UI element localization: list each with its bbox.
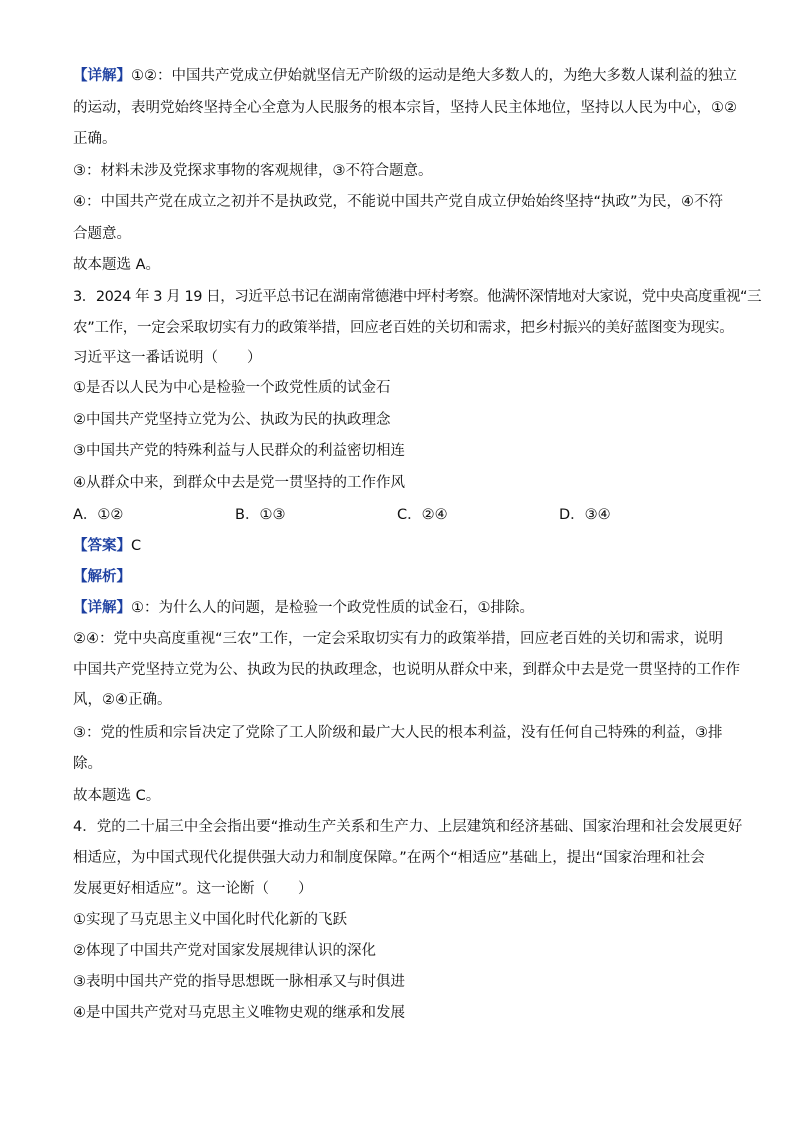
question-3-statement-3: ③中国共产党的特殊利益与人民群众的利益密切相连	[73, 443, 405, 459]
answer-tag: 【答案】	[73, 538, 131, 554]
detail-1-line-2: 的运动，表明党始终坚持全心全意为人民服务的根本宗旨，坚持人民主体地位，坚持以人民为中心，①②	[73, 100, 737, 116]
question-3-detail-line-4: 风，②④正确。	[73, 692, 172, 708]
question-3-conclusion: 故本题选 C。	[73, 788, 161, 804]
detail-tag: 【详解】	[73, 600, 131, 616]
analysis-tag: 【解析】	[73, 569, 131, 585]
question-4-statement-1: ①实现了马克思主义中国化时代化新的飞跃	[73, 912, 347, 928]
question-3-statement-4: ④从群众中来，到群众中去是党一贯坚持的工作作风	[73, 475, 405, 491]
option-d: D．③④	[559, 507, 611, 523]
question-4-line-2: 相适应，为中国式现代化提供强大动力和制度保障。”在两个“相适应”基础上，提出“国家治理和社会	[73, 850, 705, 866]
question-3-line-1: 3．2024 年 3 月 19 日，习近平总书记在湖南常德港中坪村考察。他满怀深情地对大家说，党中央高度重视“三	[73, 289, 762, 305]
detail-1-line-4: ③：材料未涉及党探求事物的客观规律，③不符合题意。	[73, 163, 433, 179]
option-a: A．①②	[73, 507, 124, 523]
detail-1-line-5: ④：中国共产党在成立之初并不是执政党，不能说中国共产党自成立伊始始终坚持“执政”为民，④不符	[73, 194, 724, 210]
option-b: B．①③	[235, 507, 286, 523]
question-3-detail-line-2: ②④：党中央高度重视“三农”工作，一定会采取切实有力的政策举措，回应老百姓的关切和需求，说明	[73, 631, 724, 647]
question-3-answer: 【答案】C	[73, 538, 142, 554]
question-3-analysis	[73, 567, 733, 587]
question-4-line-1: 4．党的二十届三中全会指出要“推动生产关系和生产力、上层建筑和经济基础、国家治理和社会发展更好	[73, 819, 743, 835]
question-3-detail-line-3: 中国共产党坚持立党为公、执政为民的执政理念，也说明从群众中来，到群众中去是党一贯坚持的工作作	[73, 662, 740, 678]
question-3-detail-line-6: 除。	[73, 756, 102, 772]
question-3-detail-line-5: ③：党的性质和宗旨决定了党除了工人阶级和最广大人民的根本利益，没有任何自己特殊的利益，③排	[73, 725, 723, 741]
question-4-statement-3: ③表明中国共产党的指导思想既一脉相承又与时俱进	[73, 974, 405, 990]
question-4-line-3: 发展更好相适应”。这一论断（ ）	[73, 881, 313, 897]
detail-1-line-1: 【详解】①②：中国共产党成立伊始就坚信无产阶级的运动是绝大多数人的，为绝大多数人谋利益的独立	[73, 68, 737, 84]
question-3-statement-2: ②中国共产党坚持立党为公、执政为民的执政理念	[73, 412, 391, 428]
option-c: C．②④	[397, 507, 448, 523]
detail-1-line-6: 合题意。	[73, 226, 131, 242]
question-4-statement-4: ④是中国共产党对马克思主义唯物史观的继承和发展	[73, 1005, 405, 1021]
detail-1-line-3: 正确。	[73, 131, 117, 147]
question-3-line-2: 农”工作，一定会采取切实有力的政策举措，回应老百姓的关切和需求，把乡村振兴的美好蓝图变为现实。	[73, 320, 734, 336]
question-3-line-3: 习近平这一番话说明（ ）	[73, 350, 262, 366]
detail-1-conclusion: 故本题选 A。	[73, 257, 161, 273]
question-3-detail-line-1: 【详解】①：为什么人的问题，是检验一个政党性质的试金石，①排除。	[73, 600, 534, 616]
question-3-statement-1: ①是否以人民为中心是检验一个政党性质的试金石	[73, 380, 391, 396]
question-4-statement-2: ②体现了中国共产党对国家发展规律认识的深化	[73, 943, 376, 959]
detail-tag: 【详解】	[73, 68, 131, 84]
